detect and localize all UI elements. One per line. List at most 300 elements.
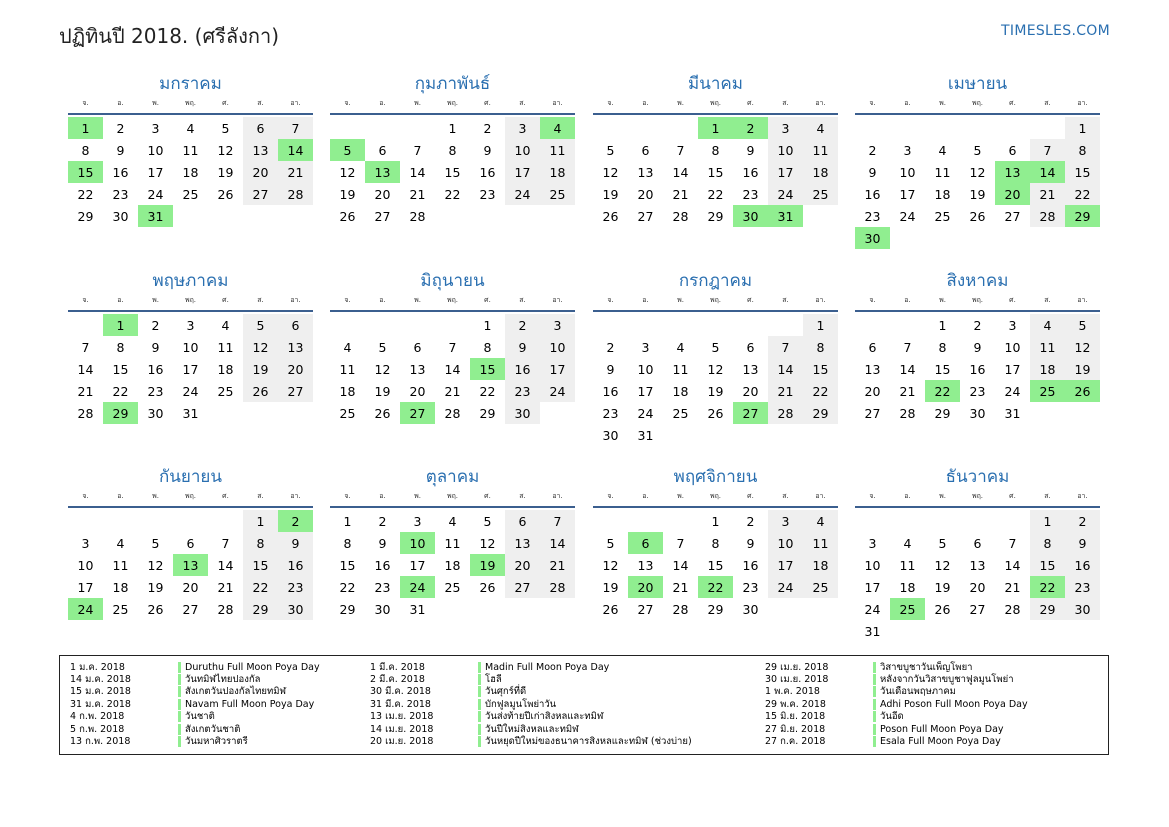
empty-cell xyxy=(925,117,960,139)
day-cell: 17 xyxy=(77,579,94,595)
holiday-marker xyxy=(873,699,876,710)
day-cell: 19 xyxy=(339,186,356,202)
day-cell: 22 xyxy=(77,186,94,202)
day-cell: 13 xyxy=(637,557,654,573)
weekday-label: พฤ. xyxy=(971,491,984,500)
day-cell: 16 xyxy=(864,186,881,202)
day-cell: 19 xyxy=(147,579,164,595)
day-cell: 25 xyxy=(672,405,689,421)
weekday-label: ส. xyxy=(519,295,526,304)
weekday-label: อ. xyxy=(379,295,386,304)
day-cell: 14 xyxy=(672,557,689,573)
day-cell: 18 xyxy=(803,554,838,576)
day-cell: 15 xyxy=(1030,554,1065,576)
day-cell: 29 xyxy=(707,601,724,617)
day-cell: 22 xyxy=(339,579,356,595)
empty-cell xyxy=(855,117,890,139)
day-cell: 29 xyxy=(934,405,951,421)
holiday-day-cell: 1 xyxy=(103,314,138,336)
day-cell: 30 xyxy=(969,405,986,421)
weekday-label: จ. xyxy=(869,98,876,107)
holiday-date: 14 ม.ค. 2018 xyxy=(70,674,131,686)
day-cell: 25 xyxy=(934,208,951,224)
holiday-day-cell: 14 xyxy=(278,139,313,161)
weekday-label: ศ. xyxy=(222,98,229,107)
empty-cell xyxy=(365,117,400,139)
day-cell: 17 xyxy=(182,361,199,377)
day-grid xyxy=(330,117,575,227)
day-cell: 23 xyxy=(505,380,540,402)
day-cell: 24 xyxy=(637,405,654,421)
day-cell: 15 xyxy=(707,557,724,573)
holiday-day-cell: 15 xyxy=(68,161,103,183)
day-cell: 5 xyxy=(378,339,387,355)
day-cell: 3 xyxy=(641,339,650,355)
day-cell: 17 xyxy=(409,557,426,573)
holiday-name: Navam Full Moon Poya Day xyxy=(185,698,315,710)
day-cell: 25 xyxy=(803,183,838,205)
day-cell: 8 xyxy=(803,336,838,358)
day-cell: 22 xyxy=(707,186,724,202)
day-cell: 16 xyxy=(1065,554,1100,576)
weekday-label: อา. xyxy=(290,98,301,107)
holiday-date: 31 ม.ค. 2018 xyxy=(70,698,131,710)
holiday-marker xyxy=(478,686,481,697)
weekday-label: พ. xyxy=(152,98,159,107)
day-cell: 29 xyxy=(77,208,94,224)
day-cell: 4 xyxy=(221,317,230,333)
holiday-day-cell: 6 xyxy=(628,532,663,554)
day-cell: 21 xyxy=(278,161,313,183)
weekday-label: จ. xyxy=(344,98,351,107)
day-cell: 27 xyxy=(637,208,654,224)
day-cell: 14 xyxy=(1004,557,1021,573)
holiday-name: วันส่งท้ายปีเก่าสิงหลและทมิฬ xyxy=(485,711,604,723)
day-grid xyxy=(330,314,575,424)
holiday-date: 30 เม.ย. 2018 xyxy=(765,674,829,686)
month-calendar xyxy=(68,72,313,227)
header-rule xyxy=(855,310,1100,312)
holiday-day-cell: 31 xyxy=(768,205,803,227)
day-cell: 19 xyxy=(374,383,391,399)
weekday-label: อา. xyxy=(1077,98,1088,107)
day-cell: 8 xyxy=(938,339,947,355)
empty-cell xyxy=(855,510,890,532)
day-cell: 19 xyxy=(1065,358,1100,380)
holiday-date: 29 พ.ค. 2018 xyxy=(765,698,826,710)
day-cell: 29 xyxy=(803,402,838,424)
day-cell: 22 xyxy=(1065,183,1100,205)
day-cell: 20 xyxy=(278,358,313,380)
day-cell: 28 xyxy=(672,601,689,617)
day-cell: 28 xyxy=(768,402,803,424)
day-cell: 5 xyxy=(243,314,278,336)
day-cell: 16 xyxy=(742,557,759,573)
site-link[interactable]: TIMESLES.COM xyxy=(1001,23,1110,39)
holiday-day-cell: 2 xyxy=(733,117,768,139)
day-cell: 10 xyxy=(637,361,654,377)
weekday-label: อ. xyxy=(904,491,911,500)
day-cell: 2 xyxy=(483,120,492,136)
day-cell: 27 xyxy=(182,601,199,617)
day-cell: 22 xyxy=(243,576,278,598)
day-cell: 17 xyxy=(637,383,654,399)
day-cell: 21 xyxy=(540,554,575,576)
day-cell: 16 xyxy=(742,164,759,180)
month-calendar xyxy=(855,465,1100,642)
holiday-name: สังเกตวันชาติ xyxy=(185,723,241,735)
month-name: สิงหาคม xyxy=(946,271,1009,291)
weekday-label: อา. xyxy=(1077,491,1088,500)
weekday-label: จ. xyxy=(82,491,89,500)
month-name: กันยายน xyxy=(158,467,222,487)
day-cell: 2 xyxy=(151,317,160,333)
weekday-label: ศ. xyxy=(1009,98,1016,107)
holiday-name: บักฟูลมูนโพย่าวัน xyxy=(485,698,557,710)
weekday-header xyxy=(330,489,575,503)
weekday-label: ส. xyxy=(519,491,526,500)
holiday-name: วันชาติ xyxy=(185,711,215,723)
header-rule xyxy=(330,113,575,115)
weekday-label: จ. xyxy=(869,295,876,304)
day-cell: 31 xyxy=(1004,405,1021,421)
day-cell: 1 xyxy=(803,314,838,336)
weekday-label: พฤ. xyxy=(446,98,459,107)
day-cell: 17 xyxy=(768,554,803,576)
day-cell: 19 xyxy=(602,579,619,595)
day-grid xyxy=(593,117,838,227)
holiday-marker xyxy=(178,674,181,685)
empty-cell xyxy=(663,510,698,532)
day-cell: 6 xyxy=(641,142,650,158)
day-cell: 26 xyxy=(243,380,278,402)
weekday-label: พฤ. xyxy=(709,98,722,107)
day-cell: 9 xyxy=(1065,532,1100,554)
day-cell: 9 xyxy=(278,532,313,554)
day-cell: 30 xyxy=(602,427,619,443)
day-cell: 28 xyxy=(278,183,313,205)
month-calendar xyxy=(593,269,838,446)
weekday-header xyxy=(68,489,313,503)
weekday-label: ส. xyxy=(519,98,526,107)
empty-cell xyxy=(698,314,733,336)
day-cell: 1 xyxy=(1030,510,1065,532)
day-cell: 3 xyxy=(768,510,803,532)
day-cell: 27 xyxy=(969,601,986,617)
day-cell: 23 xyxy=(112,186,129,202)
day-cell: 4 xyxy=(903,535,912,551)
weekday-header xyxy=(855,293,1100,307)
day-cell: 21 xyxy=(672,579,689,595)
day-cell: 13 xyxy=(969,557,986,573)
weekday-label: อา. xyxy=(815,295,826,304)
legend-column xyxy=(765,661,1028,748)
day-cell: 4 xyxy=(803,510,838,532)
holiday-day-cell: 10 xyxy=(400,532,435,554)
day-cell: 6 xyxy=(186,535,195,551)
month-name: มิถุนายน xyxy=(420,271,485,291)
day-cell: 11 xyxy=(339,361,356,377)
holiday-day-cell: 24 xyxy=(400,576,435,598)
weekday-label: อ. xyxy=(117,98,124,107)
holiday-day-cell: 19 xyxy=(470,554,505,576)
day-cell: 24 xyxy=(505,183,540,205)
day-cell: 23 xyxy=(374,579,391,595)
day-cell: 7 xyxy=(221,535,230,551)
empty-cell xyxy=(400,314,435,336)
day-cell: 13 xyxy=(864,361,881,377)
day-cell: 10 xyxy=(899,164,916,180)
day-cell: 9 xyxy=(483,142,492,158)
holiday-day-cell: 30 xyxy=(855,227,890,249)
weekday-header xyxy=(330,96,575,110)
weekday-header xyxy=(593,489,838,503)
day-cell: 20 xyxy=(864,383,881,399)
day-cell: 19 xyxy=(602,186,619,202)
month-name: มีนาคม xyxy=(688,74,743,94)
day-cell: 29 xyxy=(339,601,356,617)
weekday-label: อา. xyxy=(815,491,826,500)
day-cell: 14 xyxy=(409,164,426,180)
holiday-name: หลังจากวันวิสาขบูชาฟูลมูนโพย่า xyxy=(880,674,1014,686)
holiday-date: 1 มี.ค. 2018 xyxy=(370,661,425,673)
holiday-day-cell: 26 xyxy=(1065,380,1100,402)
day-cell: 26 xyxy=(602,208,619,224)
empty-cell xyxy=(103,510,138,532)
day-cell: 8 xyxy=(483,339,492,355)
day-cell: 18 xyxy=(803,161,838,183)
day-cell: 2 xyxy=(868,142,877,158)
weekday-label: ส. xyxy=(782,98,789,107)
day-cell: 11 xyxy=(217,339,234,355)
weekday-header xyxy=(855,489,1100,503)
month-name: กุมภาพันธ์ xyxy=(414,74,491,94)
day-cell: 28 xyxy=(409,208,426,224)
holiday-date: 15 ม.ค. 2018 xyxy=(70,686,131,698)
day-cell: 8 xyxy=(243,532,278,554)
day-cell: 4 xyxy=(803,117,838,139)
day-cell: 2 xyxy=(378,513,387,529)
holiday-name: Esala Full Moon Poya Day xyxy=(880,736,1001,748)
weekday-label: อ. xyxy=(379,491,386,500)
day-cell: 28 xyxy=(1004,601,1021,617)
holiday-marker xyxy=(478,699,481,710)
day-cell: 25 xyxy=(803,576,838,598)
day-cell: 7 xyxy=(676,535,685,551)
holiday-date: 27 มิ.ย. 2018 xyxy=(765,723,826,735)
holiday-date: 13 ก.พ. 2018 xyxy=(70,736,131,748)
day-cell: 30 xyxy=(278,598,313,620)
day-cell: 24 xyxy=(864,601,881,617)
day-cell: 13 xyxy=(243,139,278,161)
day-cell: 6 xyxy=(413,339,422,355)
month-calendar xyxy=(593,72,838,227)
day-cell: 10 xyxy=(768,532,803,554)
day-cell: 6 xyxy=(243,117,278,139)
day-cell: 25 xyxy=(217,383,234,399)
day-cell: 6 xyxy=(746,339,755,355)
day-cell: 20 xyxy=(243,161,278,183)
day-cell: 15 xyxy=(934,361,951,377)
weekday-label: ศ. xyxy=(484,295,491,304)
day-cell: 3 xyxy=(505,117,540,139)
holiday-marker xyxy=(178,736,181,747)
day-cell: 11 xyxy=(182,142,199,158)
weekday-label: อ. xyxy=(904,98,911,107)
day-cell: 11 xyxy=(803,532,838,554)
day-cell: 26 xyxy=(339,208,356,224)
weekday-label: ศ. xyxy=(747,295,754,304)
day-cell: 14 xyxy=(899,361,916,377)
day-cell: 4 xyxy=(1030,314,1065,336)
weekday-header xyxy=(593,96,838,110)
weekday-label: ศ. xyxy=(1009,491,1016,500)
day-cell: 26 xyxy=(217,186,234,202)
holiday-day-cell: 20 xyxy=(995,183,1030,205)
day-cell: 19 xyxy=(969,186,986,202)
day-cell: 1 xyxy=(938,317,947,333)
holiday-marker xyxy=(178,686,181,697)
day-cell: 22 xyxy=(444,186,461,202)
holiday-marker xyxy=(873,662,876,673)
weekday-label: จ. xyxy=(344,295,351,304)
holiday-day-cell: 5 xyxy=(330,139,365,161)
day-cell: 2 xyxy=(973,317,982,333)
weekday-label: พ. xyxy=(939,295,946,304)
day-cell: 4 xyxy=(938,142,947,158)
day-cell: 5 xyxy=(973,142,982,158)
empty-cell xyxy=(593,510,628,532)
day-cell: 16 xyxy=(602,383,619,399)
header-rule xyxy=(330,310,575,312)
holiday-marker xyxy=(478,711,481,722)
weekday-header xyxy=(330,293,575,307)
holiday-day-cell: 24 xyxy=(68,598,103,620)
holiday-date: 15 มิ.ย. 2018 xyxy=(765,711,826,723)
empty-cell xyxy=(138,510,173,532)
day-cell: 28 xyxy=(899,405,916,421)
day-cell: 6 xyxy=(505,510,540,532)
holiday-date: 29 เม.ย. 2018 xyxy=(765,661,829,673)
weekday-label: ส. xyxy=(257,295,264,304)
holiday-name: วันปีใหม่สิงหลและทมิฬ xyxy=(485,723,579,735)
day-cell: 25 xyxy=(540,183,575,205)
day-cell: 12 xyxy=(339,164,356,180)
empty-cell xyxy=(960,510,995,532)
day-cell: 18 xyxy=(540,161,575,183)
weekday-label: ศ. xyxy=(484,98,491,107)
day-cell: 30 xyxy=(742,601,759,617)
weekday-label: ศ. xyxy=(484,491,491,500)
day-cell: 5 xyxy=(1065,314,1100,336)
day-cell: 21 xyxy=(77,383,94,399)
day-cell: 2 xyxy=(116,120,125,136)
day-cell: 31 xyxy=(637,427,654,443)
day-cell: 23 xyxy=(742,579,759,595)
day-cell: 6 xyxy=(973,535,982,551)
day-cell: 19 xyxy=(707,383,724,399)
empty-cell xyxy=(995,510,1030,532)
weekday-label: อ. xyxy=(642,98,649,107)
day-cell: 9 xyxy=(746,142,755,158)
day-cell: 6 xyxy=(1008,142,1017,158)
day-cell: 15 xyxy=(1065,161,1100,183)
holiday-name: Madin Full Moon Poya Day xyxy=(485,661,610,673)
empty-cell xyxy=(365,314,400,336)
weekday-label: พฤ. xyxy=(184,491,197,500)
day-cell: 9 xyxy=(151,339,160,355)
weekday-label: จ. xyxy=(82,295,89,304)
weekday-label: อา. xyxy=(290,295,301,304)
holiday-day-cell: 13 xyxy=(173,554,208,576)
weekday-label: อา. xyxy=(815,98,826,107)
day-cell: 16 xyxy=(374,557,391,573)
day-cell: 9 xyxy=(973,339,982,355)
weekday-label: จ. xyxy=(344,491,351,500)
holiday-day-cell: 22 xyxy=(1030,576,1065,598)
day-cell: 24 xyxy=(147,186,164,202)
day-cell: 24 xyxy=(899,208,916,224)
empty-cell xyxy=(400,117,435,139)
day-cell: 8 xyxy=(711,535,720,551)
weekday-label: จ. xyxy=(607,491,614,500)
day-cell: 3 xyxy=(903,142,912,158)
day-cell: 11 xyxy=(540,139,575,161)
month-calendar xyxy=(855,72,1100,249)
holiday-day-cell: 1 xyxy=(698,117,733,139)
day-cell: 11 xyxy=(1030,336,1065,358)
day-cell: 6 xyxy=(868,339,877,355)
weekday-label: ศ. xyxy=(222,295,229,304)
empty-cell xyxy=(435,314,470,336)
day-cell: 31 xyxy=(864,623,881,639)
day-grid xyxy=(68,117,313,227)
day-cell: 22 xyxy=(112,383,129,399)
day-cell: 26 xyxy=(374,405,391,421)
weekday-label: พฤ. xyxy=(184,98,197,107)
empty-cell xyxy=(855,314,890,336)
holiday-day-cell: 15 xyxy=(470,358,505,380)
month-name: มกราคม xyxy=(159,74,222,94)
holiday-marker xyxy=(178,662,181,673)
weekday-label: พฤ. xyxy=(446,295,459,304)
day-cell: 11 xyxy=(672,361,689,377)
day-cell: 13 xyxy=(742,361,759,377)
month-calendar xyxy=(330,72,575,227)
month-calendar xyxy=(330,269,575,424)
day-cell: 12 xyxy=(217,142,234,158)
weekday-label: จ. xyxy=(607,295,614,304)
day-cell: 23 xyxy=(969,383,986,399)
day-cell: 21 xyxy=(444,383,461,399)
day-cell: 25 xyxy=(112,601,129,617)
weekday-header xyxy=(855,96,1100,110)
day-cell: 4 xyxy=(186,120,195,136)
weekday-label: ส. xyxy=(782,491,789,500)
day-grid xyxy=(330,510,575,620)
day-cell: 9 xyxy=(116,142,125,158)
weekday-label: อ. xyxy=(117,491,124,500)
day-cell: 7 xyxy=(278,117,313,139)
empty-cell xyxy=(663,117,698,139)
day-cell: 15 xyxy=(339,557,356,573)
day-cell: 26 xyxy=(707,405,724,421)
day-cell: 15 xyxy=(112,361,129,377)
day-grid xyxy=(855,314,1100,424)
legend-item xyxy=(765,735,1028,747)
day-cell: 15 xyxy=(243,554,278,576)
day-cell: 18 xyxy=(672,383,689,399)
